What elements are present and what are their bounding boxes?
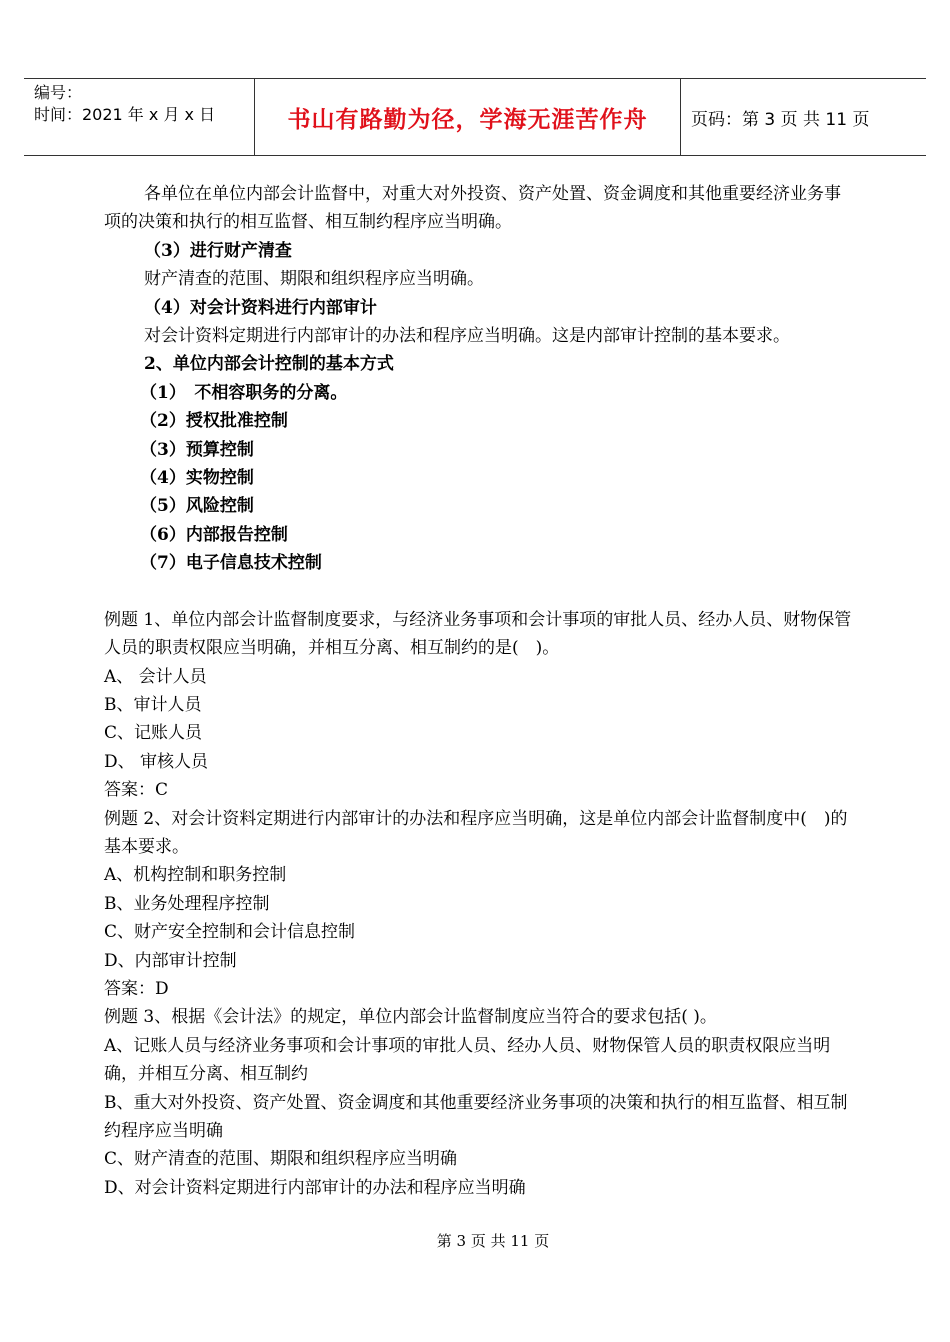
- question-2-answer: 答案：D: [104, 978, 169, 999]
- heading-property-inventory: （3）进行财产清查: [144, 240, 292, 261]
- question-2-option: D、内部审计控制: [104, 950, 237, 971]
- paragraph-internal-audit: 对会计资料定期进行内部审计的办法和程序应当明确。这是内部审计控制的基本要求。: [144, 326, 790, 347]
- question-2-option: A、机构控制和职务控制: [104, 865, 287, 886]
- question-1-answer: 答案：C: [104, 780, 169, 801]
- page-header: [24, 78, 926, 156]
- heading-control-methods: 2、单位内部会计控制的基本方式: [144, 354, 394, 375]
- method-item: （4）实物控制: [140, 468, 254, 489]
- header-page-info: 页码：第 3 页 共 11 页: [691, 109, 870, 130]
- method-item: （6）内部报告控制: [140, 524, 288, 545]
- question-3-option: C、财产清查的范围、期限和组织程序应当明确: [104, 1149, 458, 1170]
- method-item: （5）风险控制: [140, 496, 254, 517]
- heading-internal-audit: （4）对会计资料进行内部审计: [144, 297, 377, 318]
- question-1-option: B、审计人员: [104, 694, 202, 715]
- document-time-label: 时间：2021 年 x 月 x 日: [34, 105, 216, 124]
- paragraph-mutual-supervision: 各单位在单位内部会计监督中，对重大对外投资、资产处置、资金调度和其他重要经济业务事项的决策和执行的相互监督、相互制约程序应当明确。: [104, 184, 841, 233]
- question-1-option: C、记账人员: [104, 723, 203, 744]
- header-motto: 书山有路勤为径，学海无涯苦作舟: [287, 106, 648, 133]
- paragraph-property-inventory: 财产清查的范围、期限和组织程序应当明确。: [144, 269, 484, 290]
- question-3-option: D、对会计资料定期进行内部审计的办法和程序应当明确: [104, 1177, 526, 1198]
- method-item: （1） 不相容职务的分离。: [140, 382, 348, 403]
- question-2-option: B、业务处理程序控制: [104, 893, 270, 914]
- document-number-label: 编号：: [34, 83, 83, 102]
- question-3-option: B、重大对外投资、资产处置、资金调度和其他重要经济业务事项的决策和执行的相互监督、相互制约程序应当明确: [104, 1092, 848, 1141]
- header-meta: [24, 79, 254, 155]
- question-1-option: A、 会计人员: [104, 666, 207, 687]
- document-body: [104, 180, 852, 1202]
- question-2-option: C、财产安全控制和会计信息控制: [104, 922, 356, 943]
- method-item: （7）电子信息技术控制: [140, 553, 322, 574]
- header-motto-cell: [254, 79, 681, 155]
- method-item: （3）预算控制: [140, 439, 254, 460]
- question-3: 例题 3、根据《会计法》的规定，单位内部会计监督制度应当符合的要求包括( )。: [104, 1007, 717, 1028]
- footer-page-number: 第 3 页 共 11 页: [436, 1232, 550, 1250]
- question-1: 例题 1、单位内部会计监督制度要求，与经济业务事项和会计事项的审批人员、经办人员、财物保管人员的职责权限应当明确，并相互分离、相互制约的是( )。: [104, 609, 852, 659]
- question-3-option: A、记账人员与经济业务事项和会计事项的审批人员、经办人员、财物保管人员的职责权限应当明确，并相互分离、相互制约: [104, 1035, 831, 1085]
- spacer: [104, 578, 852, 606]
- page-footer: [0, 1230, 950, 1251]
- method-item: （2）授权批准控制: [140, 411, 288, 432]
- question-2: 例题 2、对会计资料定期进行内部审计的办法和程序应当明确，这是单位内部会计监督制度中( )的基本要求。: [104, 808, 848, 857]
- question-1-option: D、 审核人员: [104, 751, 209, 772]
